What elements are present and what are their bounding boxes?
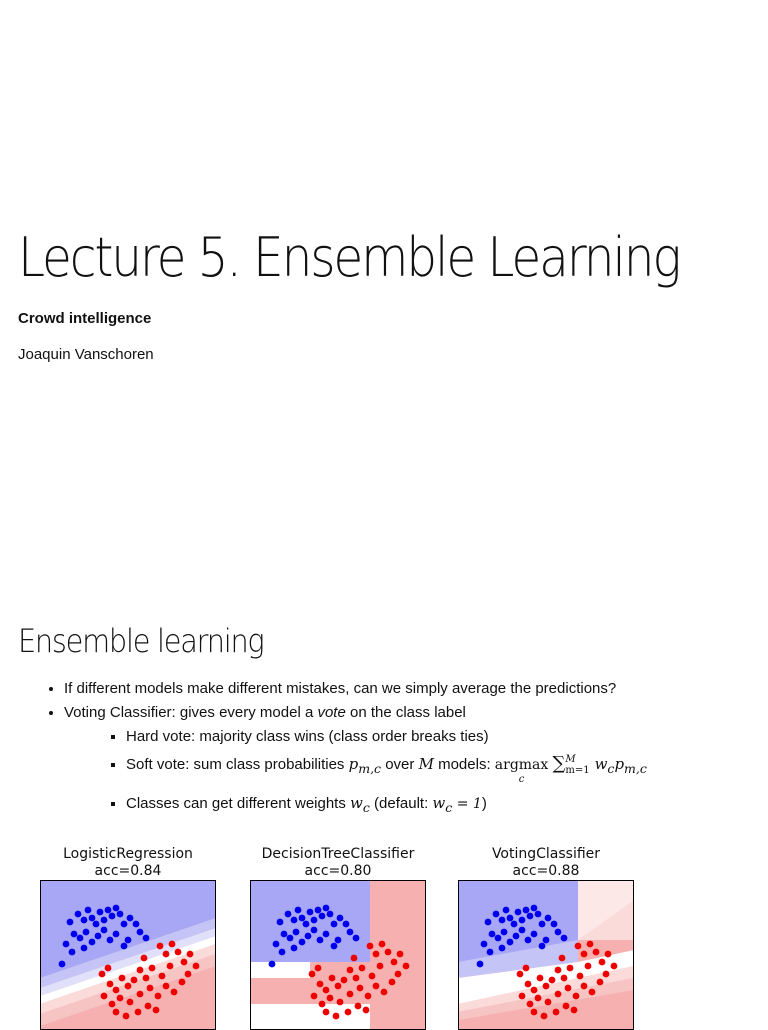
class1-point	[531, 1009, 538, 1016]
class0-point	[63, 941, 70, 948]
class0-point	[101, 927, 108, 934]
class0-point	[311, 917, 318, 924]
class0-point	[287, 935, 294, 942]
class1-point	[109, 1001, 116, 1008]
bullet-weights: ▪ Classes can get different weights $w_c$ (default: $w_c = 1$)	[126, 794, 754, 817]
class1-point	[319, 1001, 326, 1008]
class0-point	[93, 921, 100, 928]
class0-point	[125, 937, 132, 944]
class0-point	[323, 905, 330, 912]
class1-point	[541, 1013, 548, 1020]
class0-point	[487, 949, 494, 956]
class0-point	[489, 931, 496, 938]
class0-point	[337, 915, 344, 922]
bullet-soft-vote: ▪ Soft vote: sum class probabilities $p_{m,c}$ over M models: argmax c ∑ M m=1 $w_cp_{m,c}$	[126, 754, 754, 778]
class0-point	[525, 937, 532, 944]
class1-point	[353, 975, 360, 982]
class1-point	[137, 991, 144, 998]
class1-point	[185, 971, 192, 978]
class1-point	[525, 981, 532, 988]
class1-point	[537, 975, 544, 982]
class1-point	[535, 995, 542, 1002]
class1-point	[153, 1007, 160, 1014]
class0-point	[67, 919, 74, 926]
class1-point	[101, 993, 108, 1000]
class0-point	[527, 913, 534, 920]
class0-point	[107, 937, 114, 944]
class0-point	[477, 961, 484, 968]
vote-word: vote	[317, 704, 346, 721]
class1-point	[309, 971, 316, 978]
class1-point	[329, 975, 336, 982]
class1-point	[311, 993, 318, 1000]
class1-point	[127, 999, 134, 1006]
class1-point	[169, 941, 176, 948]
class0-point	[137, 929, 144, 936]
class1-point	[157, 943, 164, 950]
lecture-author: Joaquin Vanschoren	[18, 346, 154, 363]
class0-point	[531, 905, 538, 912]
class1-point	[389, 979, 396, 986]
class0-point	[495, 935, 502, 942]
class1-point	[597, 979, 604, 986]
class0-point	[299, 915, 306, 922]
class1-point	[137, 967, 144, 974]
plot-title: DecisionTreeClassifier	[261, 846, 415, 862]
class0-point	[281, 931, 288, 938]
class1-point	[571, 1007, 578, 1014]
class1-point	[563, 1003, 570, 1010]
class1-point	[123, 1013, 130, 1020]
class1-point	[363, 1007, 370, 1014]
class0-point	[507, 939, 514, 946]
class0-point	[109, 913, 116, 920]
class1-point	[147, 985, 154, 992]
decision-boundary-plot	[40, 880, 216, 1030]
weight-default: $w_c = 1$	[432, 793, 482, 815]
class0-point	[105, 907, 112, 914]
class0-point	[335, 937, 342, 944]
class1-point	[377, 963, 384, 970]
class1-point	[175, 949, 182, 956]
class1-point	[555, 991, 562, 998]
class1-point	[581, 983, 588, 990]
class0-point	[551, 921, 558, 928]
class0-point	[81, 945, 88, 952]
class1-point	[141, 955, 148, 962]
class1-point	[589, 989, 596, 996]
class1-point	[575, 943, 582, 950]
class0-point	[499, 945, 506, 952]
class1-point	[593, 949, 600, 956]
section-title: Ensemble learning	[18, 622, 264, 660]
voting-sub-list	[64, 728, 754, 817]
class0-point	[77, 935, 84, 942]
class1-point	[519, 993, 526, 1000]
class1-point	[105, 965, 112, 972]
class0-point	[121, 921, 128, 928]
class0-point	[535, 911, 542, 918]
class0-point	[555, 929, 562, 936]
class1-point	[397, 951, 404, 958]
class1-point	[527, 1001, 534, 1008]
class1-point	[193, 963, 200, 970]
class1-point	[391, 959, 398, 966]
sum-symbol: ∑	[552, 752, 566, 774]
class0-point	[331, 943, 338, 950]
class1-point	[567, 965, 574, 972]
class0-point	[279, 949, 286, 956]
class1-point	[603, 971, 610, 978]
class0-point	[531, 931, 538, 938]
class1-point	[323, 987, 330, 994]
class0-point	[291, 945, 298, 952]
class0-point	[353, 935, 360, 942]
bullet-list	[46, 680, 754, 825]
class1-point	[577, 973, 584, 980]
plot-logistic-regression	[25, 846, 231, 1030]
class0-point	[121, 943, 128, 950]
class1-point	[359, 965, 366, 972]
class1-point	[611, 963, 618, 970]
class0-point	[97, 909, 104, 916]
plot-decision-tree	[235, 846, 441, 1030]
class1-point	[555, 967, 562, 974]
class0-point	[81, 917, 88, 924]
plot-accuracy: acc=0.88	[512, 863, 580, 879]
class1-point	[113, 987, 120, 994]
plot-accuracy: acc=0.84	[94, 863, 162, 879]
class1-point	[107, 981, 114, 988]
class0-point	[539, 943, 546, 950]
class1-point	[337, 999, 344, 1006]
class1-point	[599, 959, 606, 966]
class1-point	[333, 1013, 340, 1020]
class1-point	[581, 951, 588, 958]
class0-point	[143, 935, 150, 942]
class1-point	[163, 951, 170, 958]
bullet-hard-vote: ▪ Hard vote: majority class wins (class order breaks ties)	[126, 728, 754, 746]
class0-point	[69, 949, 76, 956]
class1-point	[543, 983, 550, 990]
class0-point	[561, 935, 568, 942]
class0-point	[507, 915, 514, 922]
class1-point	[385, 949, 392, 956]
class0-point	[101, 917, 108, 924]
class1-point	[99, 971, 106, 978]
class1-point	[379, 941, 386, 948]
class1-point	[355, 1003, 362, 1010]
class0-point	[519, 917, 526, 924]
class1-point	[403, 963, 410, 970]
class0-point	[331, 921, 338, 928]
class0-point	[95, 933, 102, 940]
class0-point	[273, 941, 280, 948]
class1-point	[373, 983, 380, 990]
class1-point	[347, 967, 354, 974]
decision-boundary-plot	[458, 880, 634, 1030]
class1-point	[605, 951, 612, 958]
class1-point	[117, 995, 124, 1002]
sum-limits: M m=1	[565, 754, 590, 776]
class0-point	[515, 909, 522, 916]
class0-point	[117, 911, 124, 918]
class1-point	[523, 965, 530, 972]
decision-boundary-plot	[250, 880, 426, 1030]
class0-point	[269, 961, 276, 968]
class0-point	[327, 911, 334, 918]
class1-point	[365, 993, 372, 1000]
class1-point	[113, 1009, 120, 1016]
argmax-symbol: argmax c	[494, 756, 549, 785]
class1-point	[531, 987, 538, 994]
class0-point	[133, 921, 140, 928]
class1-point	[549, 977, 556, 984]
class0-point	[89, 915, 96, 922]
class1-point	[155, 993, 162, 1000]
class1-point	[187, 951, 194, 958]
class1-point	[587, 941, 594, 948]
class0-point	[305, 933, 312, 940]
class1-point	[315, 965, 322, 972]
class0-point	[277, 919, 284, 926]
class0-point	[307, 909, 314, 916]
class1-point	[335, 983, 342, 990]
class1-point	[143, 975, 150, 982]
class1-point	[323, 1009, 330, 1016]
class1-point	[135, 1009, 142, 1016]
class0-point	[539, 921, 546, 928]
class1-point	[317, 981, 324, 988]
class0-point	[83, 929, 90, 936]
class1-point	[565, 985, 572, 992]
class0-point	[523, 907, 530, 914]
class1-point	[561, 975, 568, 982]
plot-accuracy: acc=0.80	[304, 863, 372, 879]
plot-voting-classifier	[443, 846, 649, 1030]
class1-point	[119, 975, 126, 982]
class1-point	[573, 993, 580, 1000]
class0-point	[499, 917, 506, 924]
class0-point	[89, 939, 96, 946]
bullet-voting: • Voting Classifier: gives every model a vote on the class label ▪ Hard vote: majority class wins (class order breaks ties) ▪ Soft vote: sum class probabilities $p_{m,c}$ over M models: argmax c ∑ M m=1 $w_cp_{m,c}$ ▪ Classes can get different weights $w_c$ (default: $w_c = 1$)	[64, 704, 754, 817]
class1-point	[559, 955, 566, 962]
class1-point	[181, 959, 188, 966]
class0-point	[481, 941, 488, 948]
lecture-title: Lecture 5. Ensemble Learning	[18, 226, 680, 289]
class1-point	[369, 973, 376, 980]
class1-point	[341, 977, 348, 984]
class1-point	[149, 965, 156, 972]
class0-point	[85, 907, 92, 914]
class0-point	[485, 919, 492, 926]
class0-point	[291, 917, 298, 924]
class0-point	[513, 933, 520, 940]
class1-point	[545, 999, 552, 1006]
class0-point	[317, 937, 324, 944]
class1-point	[373, 951, 380, 958]
class0-point	[113, 931, 120, 938]
class1-point	[367, 943, 374, 950]
class0-point	[303, 921, 310, 928]
class0-point	[293, 929, 300, 936]
class0-point	[315, 907, 322, 914]
class0-point	[299, 939, 306, 946]
class1-point	[327, 995, 334, 1002]
class0-point	[343, 921, 350, 928]
class0-point	[127, 915, 134, 922]
prob-symbol: $p_{m,c}$	[348, 754, 382, 776]
class0-point	[319, 913, 326, 920]
class1-point	[351, 955, 358, 962]
class1-point	[131, 977, 138, 984]
class0-point	[545, 915, 552, 922]
class1-point	[357, 985, 364, 992]
class1-point	[163, 983, 170, 990]
class1-point	[167, 963, 174, 970]
plot-title: VotingClassifier	[491, 846, 601, 862]
model-count-symbol: M	[418, 754, 434, 773]
class1-point	[553, 1009, 560, 1016]
class0-point	[511, 921, 518, 928]
class0-point	[543, 937, 550, 944]
class1-point	[517, 971, 524, 978]
lecture-subtitle: Crowd intelligence	[18, 310, 152, 327]
class0-point	[501, 929, 508, 936]
class0-point	[311, 927, 318, 934]
class1-point	[345, 1009, 352, 1016]
class1-point	[125, 983, 132, 990]
class0-point	[71, 931, 78, 938]
class0-point	[519, 927, 526, 934]
class0-point	[75, 911, 82, 918]
class1-point	[347, 991, 354, 998]
class0-point	[59, 961, 66, 968]
class1-point	[171, 989, 178, 996]
bullet-average: • If different models make different mistakes, can we simply average the predictions?	[64, 680, 754, 698]
class1-point	[145, 1003, 152, 1010]
weight-symbol: $w_c$	[350, 793, 370, 815]
class0-point	[295, 907, 302, 914]
class1-point	[159, 973, 166, 980]
class1-point	[585, 963, 592, 970]
class0-point	[285, 911, 292, 918]
class1-point	[381, 989, 388, 996]
class1-point	[179, 979, 186, 986]
class0-point	[323, 931, 330, 938]
weighted-prob-term: $w_cp_{m,c}$	[594, 754, 647, 776]
class0-point	[503, 907, 510, 914]
plot-title: LogisticRegression	[63, 846, 193, 862]
class0-point	[493, 911, 500, 918]
class0-point	[113, 905, 120, 912]
class0-point	[347, 929, 354, 936]
class1-point	[395, 971, 402, 978]
